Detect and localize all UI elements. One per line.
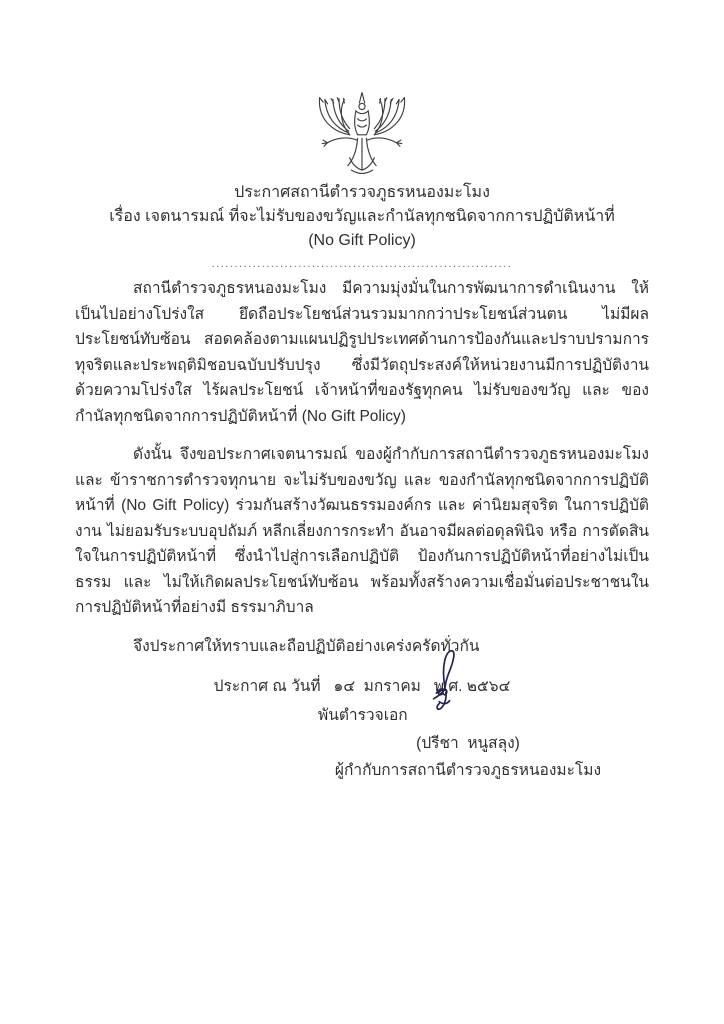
document-subject: เรื่อง เจตนารมณ์ ที่จะไม่รับของขวัญและกำนัลทุกชนิดจากการปฏิบัติหน้าที่ — [109, 208, 615, 225]
closing-statement: จึงประกาศให้ทราบและถือปฏิบัติอย่างเคร่งครัดทั่วกัน — [133, 637, 480, 655]
title-block — [0, 181, 724, 269]
announcement-date: ประกาศ ณ วันที่ ๑๔ มกราคม พ.ศ. ๒๕๖๔ — [213, 678, 511, 695]
divider-dots: .................................................................. — [211, 258, 513, 270]
signer-position: ผู้กำกับการสถานีตำรวจภูธรหนองมะโมง — [334, 762, 602, 779]
paragraph-declaration: ดังนั้น จึงขอประกาศเจตนารมณ์ ของผู้กำกับการสถานีตำรวจภูธรหนองมะโมง และ ข้าราชการตำรวจทุกนาย จะไม่รับของขวัญ และ ของกำนัลทุกชนิดจากการปฏิบัติหน้าที่ (No Gift Policy) ร่วมกันสร้างวัฒนธรรมองค์กร และ ค่านิยมสุจริต ในการปฏิบัติงาน ไม่ยอมรับระบบอุปถัมภ์ หลีกเลี่ยงการกระทำ อันอาจมีผลต่อดุลพินิจ หรือ การตัดสินใจในการปฏิบัติหน้าที่ ซึ่งนำไปสู่การเลือกปฏิบัติ ป้องกันการปฏิบัติหน้าที่อย่างไม่เป็นธรรม และ ไม่ให้เกิดผลประโยชน์ทับซ้อน พร้อมทั้งสร้างความเชื่อมั่นต่อประชาชนในการปฏิบัติหน้าที่อย่างมี ธรรมาภิบาล — [75, 446, 649, 616]
signer-rank: พันตำรวจเอก — [318, 707, 408, 724]
garuda-emblem — [309, 86, 415, 180]
signature-block — [318, 644, 618, 789]
document-title: ประกาศสถานีตำรวจภูธรหนองมะโมง — [234, 184, 490, 201]
document-subject-english: (No Gift Policy) — [308, 232, 416, 249]
document-body — [75, 276, 649, 700]
signer-name: (ปรีชา หนูสลุง) — [416, 735, 520, 752]
handwritten-signature-icon — [414, 646, 472, 712]
paragraph-intent: สถานีตำรวจภูธรหนองมะโมง มีความมุ่งมั่นในการพัฒนาการดำเนินงาน ให้เป็นไปอย่างโปร่งใส ยึดถือประโยชน์ส่วนรวมมากกว่าประโยชน์ส่วนตน ไม่มีผลประโยชน์ทับซ้อน สอดคล้องตามแผนปฏิรูปประเทศด้านการป้องกันและปราบปรามการทุจริตและประพฤติมิชอบฉบับปรับปรุง ซึ่งมีวัตถุประสงค์ให้หน่วยงานมีการปฏิบัติงาน ด้วยความโปร่งใส ไร้ผลประโยชน์ เจ้าหน้าที่ของรัฐทุกคน ไม่รับของขวัญ และ ของกำนัลทุกชนิดจากการปฏิบัติหน้าที่ (No Gift Policy) — [75, 280, 649, 425]
